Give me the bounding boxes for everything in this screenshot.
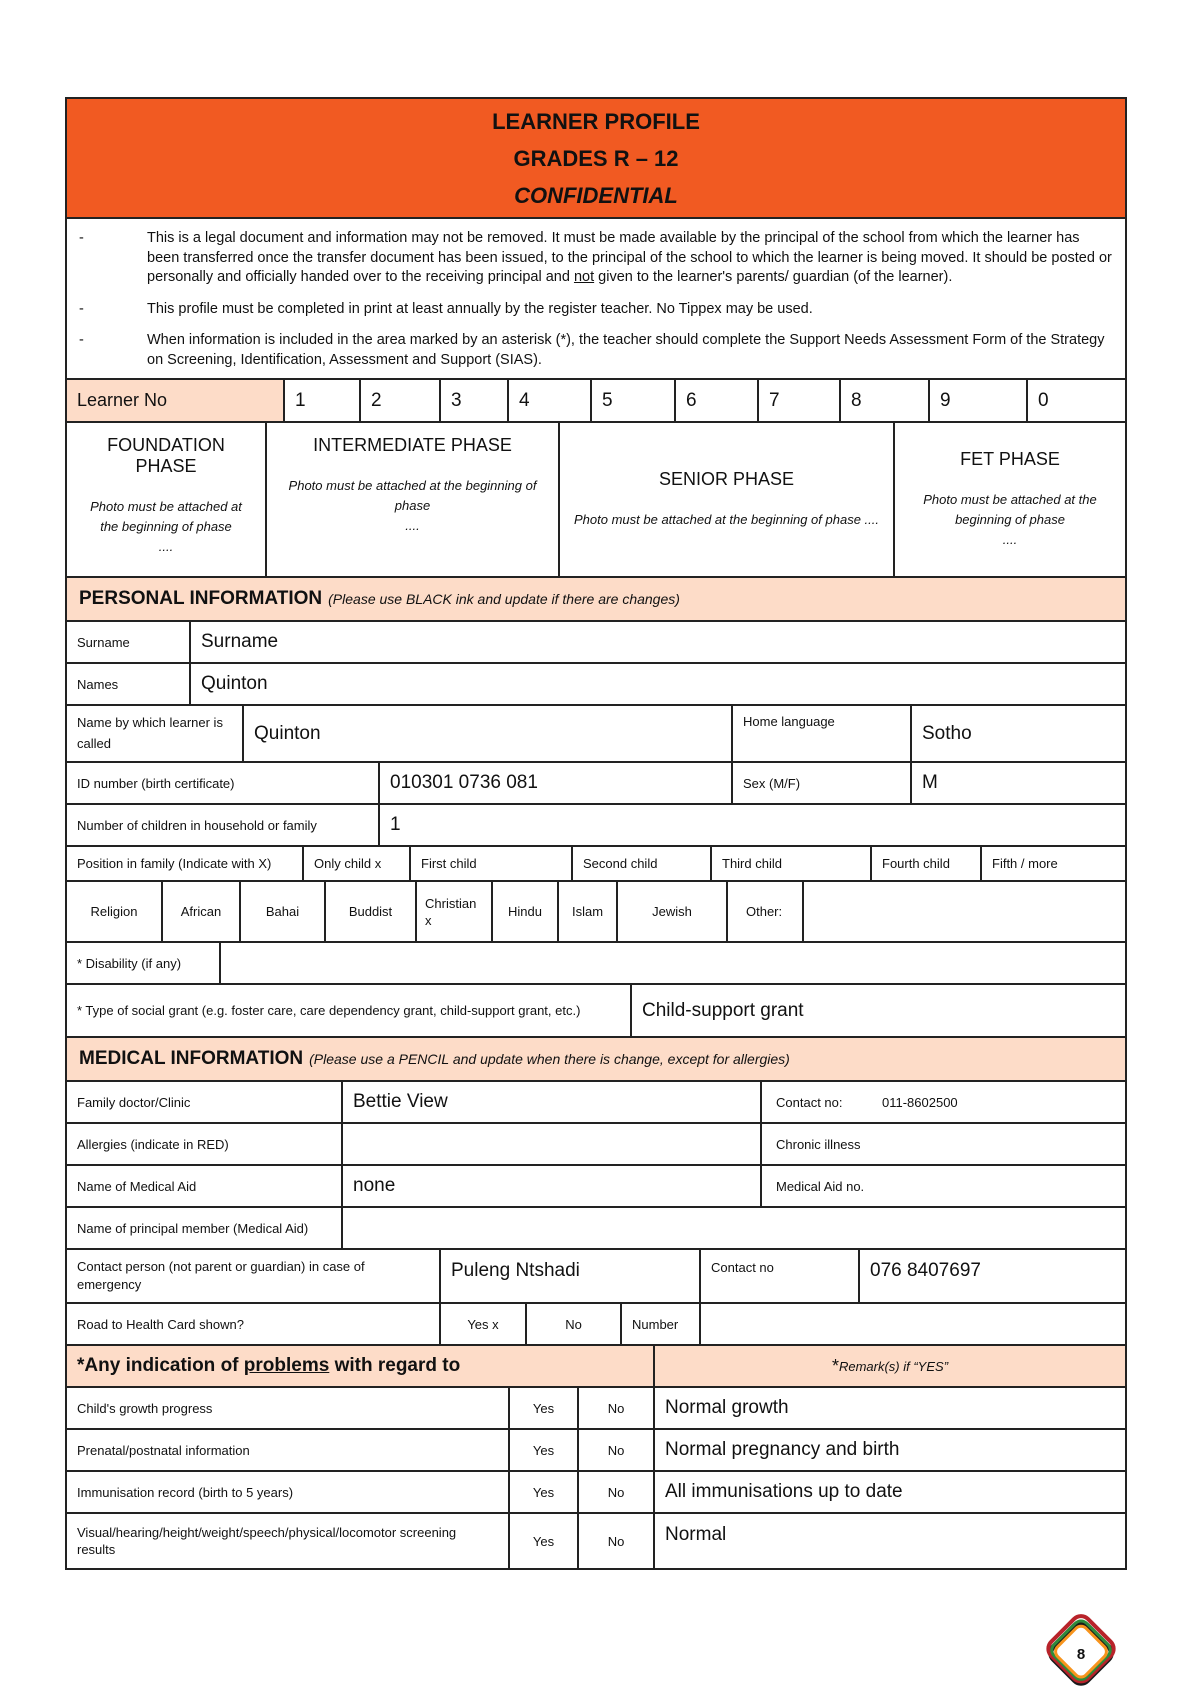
remarks-star: *: [831, 1355, 839, 1376]
emergency-contact-field[interactable]: Puleng Ntshadi: [441, 1250, 701, 1302]
doctor-row: [67, 1082, 1125, 1124]
learner-digit[interactable]: 3: [441, 380, 509, 421]
instructions: [67, 219, 1125, 380]
road-to-health-number-field[interactable]: [701, 1304, 1125, 1344]
instruction-text: When information is included in the area marked by an asterisk (*), the teacher should complete the Support Needs Assessment Form of the Strategy on Screening, Identification, Assessment and Support (SIAS).: [147, 332, 1105, 368]
section-note: (Please use a PENCIL and update when there is change, except for allergies): [309, 1051, 790, 1067]
religion-row: [67, 882, 1125, 943]
social-grant-field[interactable]: Child-support grant: [642, 999, 804, 1021]
road-to-health-yes[interactable]: Yes x: [441, 1304, 527, 1344]
learner-digit[interactable]: 0: [1038, 389, 1049, 411]
position-third-child[interactable]: Third child: [712, 847, 872, 880]
form-grades: GRADES R – 12: [513, 145, 679, 171]
position-fifth-more[interactable]: Fifth / more: [992, 856, 1058, 871]
medical-aid-no-label[interactable]: Medical Aid no.: [776, 1178, 865, 1194]
problems-heading: [67, 1346, 655, 1386]
problem-row: [67, 1472, 1125, 1514]
problem-label: Child's growth progress: [67, 1388, 510, 1428]
phase-title: INTERMEDIATE PHASE: [313, 435, 512, 455]
social-grant-label: * Type of social grant (e.g. foster care, care dependency grant, child-support grant, etc.): [67, 985, 632, 1036]
doctor-contact-cell[interactable]: [762, 1082, 1125, 1122]
phase-dots: ....: [1002, 532, 1018, 547]
phase-title: FET PHASE: [960, 449, 1060, 469]
called-language-row: [67, 706, 1125, 763]
phase-photo-note: Photo must be attached at the beginning of phase: [288, 478, 537, 513]
problem-remark[interactable]: Normal growth: [665, 1397, 789, 1418]
principal-member-field[interactable]: [343, 1208, 1125, 1248]
position-first-child[interactable]: First child: [411, 847, 573, 880]
learner-digit[interactable]: 5: [592, 380, 676, 421]
problem-yes[interactable]: Yes: [510, 1388, 579, 1428]
children-row: [67, 805, 1125, 847]
foundation-phase-photo[interactable]: [67, 423, 267, 576]
id-sex-row: [67, 763, 1125, 805]
children-label: Number of children in household or family: [67, 805, 380, 845]
road-to-health-number-label: Number: [622, 1304, 701, 1344]
learner-digit[interactable]: 7: [759, 380, 841, 421]
instruction-text-b: given to the learner's parents/ guardian (of the learner).: [594, 269, 953, 285]
family-position-row: [67, 847, 1125, 882]
medical-aid-row: [67, 1166, 1125, 1208]
learner-digit[interactable]: 2: [361, 380, 441, 421]
problem-label: Immunisation record (birth to 5 years): [67, 1472, 510, 1512]
called-label: Name by which learner is called: [67, 706, 244, 761]
principal-member-label: Name of principal member (Medical Aid): [67, 1208, 343, 1248]
religion-other-field[interactable]: [804, 882, 1125, 941]
personal-info-heading: [67, 578, 1125, 622]
instruction-text-a: This is a legal document and information may not be removed. It must be made available by the principal of the school from which the learner has been transferred once the transfer document has been issued, to the principal of the school to which the learner is being moved. It should be posted or personally and officially handed over to the receiving principal and: [147, 230, 1112, 285]
children-field[interactable]: 1: [390, 814, 401, 835]
problem-yes[interactable]: Yes: [510, 1472, 579, 1512]
page-number: 8: [1076, 1646, 1086, 1663]
intermediate-phase-photo[interactable]: [267, 423, 560, 576]
surname-row: [67, 622, 1125, 664]
instruction-item: [79, 300, 1113, 320]
surname-field[interactable]: Surname: [201, 631, 279, 652]
names-label: Names: [67, 664, 191, 704]
problems-heading-underline: problems: [243, 1355, 330, 1376]
learner-digit[interactable]: 9: [930, 380, 1028, 421]
position-only-child[interactable]: Only child x: [304, 847, 411, 880]
emergency-contact-label: Contact person (not parent or guardian) in case of emergency: [67, 1250, 441, 1302]
problem-label: Visual/hearing/height/weight/speech/physical/locomotor screening results: [67, 1514, 510, 1568]
problem-row: [67, 1388, 1125, 1430]
instruction-underline: not: [573, 269, 595, 285]
problems-heading-row: [67, 1346, 1125, 1388]
religion-african[interactable]: African: [163, 882, 241, 941]
allergies-label: Allergies (indicate in RED): [67, 1124, 343, 1164]
page-number-badge: [1040, 1612, 1122, 1694]
religion-jewish[interactable]: Jewish: [618, 882, 728, 941]
surname-label: Surname: [67, 622, 191, 662]
names-field[interactable]: Quinton: [201, 673, 268, 694]
form-header: [67, 99, 1125, 219]
religion-islam[interactable]: Islam: [559, 882, 618, 941]
section-title: MEDICAL INFORMATION: [79, 1048, 304, 1069]
allergies-field[interactable]: [343, 1124, 762, 1164]
problem-yes[interactable]: Yes: [510, 1430, 579, 1470]
instruction-item: [79, 331, 1113, 370]
problem-no[interactable]: No: [579, 1472, 655, 1512]
senior-phase-photo[interactable]: [560, 423, 895, 576]
phase-photo-note: Photo must be attached at the beginning of phase ....: [574, 512, 879, 527]
problem-no[interactable]: No: [579, 1514, 655, 1568]
problem-no[interactable]: No: [579, 1430, 655, 1470]
learner-profile-form: [65, 97, 1127, 1570]
phase-dots: ....: [405, 518, 420, 533]
position-label: Position in family (Indicate with X): [67, 847, 304, 880]
problem-label: Prenatal/postnatal information: [67, 1430, 510, 1470]
remarks-heading-text: Remark(s) if “YES”: [838, 1358, 949, 1374]
sex-field[interactable]: M: [922, 772, 938, 793]
allergies-row: [67, 1124, 1125, 1166]
bullet: -: [79, 332, 84, 348]
learner-no-label: Learner No: [67, 380, 285, 421]
problem-remark[interactable]: All immunisations up to date: [665, 1481, 903, 1502]
section-note: (Please use BLACK ink and update if there are changes): [328, 591, 680, 607]
disability-label: * Disability (if any): [67, 943, 221, 983]
section-title: PERSONAL INFORMATION: [79, 588, 323, 609]
phase-photo-note: Photo must be attached at the beginning of phase: [923, 492, 1097, 527]
phase-dots: ....: [158, 539, 174, 554]
problems-heading-b: with regard to: [329, 1355, 461, 1376]
remarks-heading: [655, 1346, 1125, 1386]
called-field[interactable]: Quinton: [244, 706, 733, 761]
phase-title: SENIOR PHASE: [658, 469, 795, 489]
bullet: -: [79, 230, 84, 246]
religion-other[interactable]: Other:: [728, 882, 804, 941]
problem-row: [67, 1514, 1125, 1568]
emergency-contact-row: [67, 1250, 1125, 1304]
religion-christian[interactable]: Christian x: [417, 882, 493, 941]
id-number-label: ID number (birth certificate): [67, 763, 380, 803]
problem-row: [67, 1430, 1125, 1472]
social-grant-row: [67, 985, 1125, 1038]
fet-phase-photo[interactable]: [895, 423, 1125, 576]
disability-row: [67, 943, 1125, 985]
disability-field[interactable]: [221, 943, 1125, 983]
problem-no[interactable]: No: [579, 1388, 655, 1428]
doctor-field[interactable]: Bettie View: [343, 1082, 762, 1122]
road-to-health-label: Road to Health Card shown?: [67, 1304, 441, 1344]
home-language-label: Home language: [733, 706, 912, 761]
religion-bahai[interactable]: Bahai: [241, 882, 326, 941]
doctor-contact-label: Contact no:: [776, 1094, 843, 1110]
doctor-label: Family doctor/Clinic: [67, 1082, 343, 1122]
emergency-phone-field[interactable]: 076 8407697: [870, 1260, 981, 1281]
doctor-contact-value: 011-8602500: [882, 1094, 958, 1110]
learner-digit[interactable]: 6: [676, 380, 759, 421]
phase-title: FOUNDATION PHASE: [107, 435, 225, 476]
learner-digit[interactable]: 4: [509, 380, 592, 421]
medical-info-heading: [67, 1038, 1125, 1082]
problem-remark[interactable]: Normal pregnancy and birth: [665, 1439, 900, 1460]
position-second-child[interactable]: Second child: [573, 847, 712, 880]
form-confidential: CONFIDENTIAL: [514, 182, 678, 208]
road-to-health-row: [67, 1304, 1125, 1346]
names-row: [67, 664, 1125, 706]
religion-label: Religion: [67, 882, 163, 941]
learner-digit[interactable]: 8: [841, 380, 930, 421]
problem-yes[interactable]: Yes: [510, 1514, 579, 1568]
home-language-field[interactable]: Sotho: [922, 722, 972, 744]
instruction-item: [79, 229, 1113, 288]
sex-label: Sex (M/F): [733, 763, 912, 803]
bullet: -: [79, 300, 84, 317]
instruction-text: This profile must be completed in print at least annually by the register teacher. No Tippex may be used.: [147, 300, 813, 317]
principal-member-row: [67, 1208, 1125, 1250]
medical-aid-label: Name of Medical Aid: [67, 1166, 343, 1206]
phase-photo-note: Photo must be attached at the beginning of phase: [90, 499, 242, 534]
chronic-illness-label[interactable]: Chronic illness: [776, 1136, 861, 1152]
id-number-field[interactable]: 010301 0736 081: [380, 763, 733, 803]
learner-digit[interactable]: 1: [285, 380, 361, 421]
problems-heading-a: *Any indication of: [77, 1355, 244, 1376]
emergency-phone-label: Contact no: [701, 1250, 860, 1302]
medical-aid-field[interactable]: none: [343, 1166, 762, 1206]
instruction-text: [147, 229, 1113, 288]
religion-buddist[interactable]: Buddist: [326, 882, 417, 941]
form-title: LEARNER PROFILE: [492, 108, 700, 134]
problem-remark[interactable]: Normal: [665, 1524, 727, 1545]
religion-hindu[interactable]: Hindu: [493, 882, 559, 941]
phase-photos-row: [67, 423, 1125, 578]
position-fourth-child[interactable]: Fourth child: [872, 847, 982, 880]
road-to-health-no[interactable]: No: [527, 1304, 622, 1344]
learner-number-row: [67, 380, 1125, 423]
